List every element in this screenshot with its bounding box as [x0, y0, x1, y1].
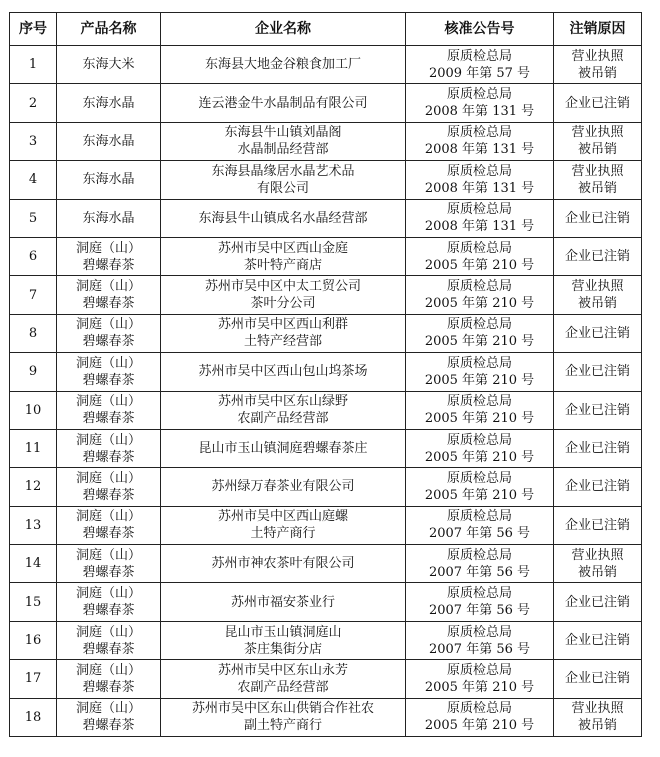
table-row: [10, 46, 642, 84]
table-body: [10, 46, 642, 737]
cell-product: [57, 621, 161, 659]
cell-enterprise: [161, 314, 406, 352]
cell-enterprise: [161, 468, 406, 506]
table-header-row: [10, 13, 642, 46]
cell-product: [57, 506, 161, 544]
cell-announcement: [406, 621, 554, 659]
cell-announcement: [406, 84, 554, 122]
cell-reason: [554, 660, 642, 698]
cell-reason: [554, 429, 642, 467]
cell-announcement: [406, 314, 554, 352]
cell-no-text: 4: [28, 172, 38, 188]
cell-enterprise: [161, 276, 406, 314]
cell-announcement: [406, 276, 554, 314]
cell-product: [57, 161, 161, 199]
cell-no-text: 11: [24, 441, 42, 457]
cell-no: [10, 314, 57, 352]
cell-no-text: 6: [28, 249, 38, 265]
cell-product: [57, 314, 161, 352]
cell-enterprise: [161, 698, 406, 736]
cell-announcement-text: 原质检总局 2008 年第 131 号: [424, 202, 535, 235]
cell-product: [57, 199, 161, 237]
cell-enterprise: [161, 621, 406, 659]
table-row: [10, 161, 642, 199]
cell-no-text: 17: [24, 671, 42, 687]
cell-reason: [554, 199, 642, 237]
table-row: [10, 122, 642, 160]
cell-no: [10, 660, 57, 698]
cell-announcement: [406, 545, 554, 583]
cell-announcement: [406, 237, 554, 275]
cell-reason-text: 营业执照 被吊销: [571, 279, 624, 312]
table-row: [10, 391, 642, 429]
cell-no: [10, 506, 57, 544]
cell-announcement: [406, 698, 554, 736]
cell-announcement: [406, 429, 554, 467]
cell-reason-text: 企业已注销: [564, 517, 630, 533]
cell-enterprise-text: 东海县牛山镇刘晶阁 水晶制品经营部: [224, 125, 342, 158]
cell-enterprise-text: 苏州市吴中区东山供销合作社农 副土特产商行: [191, 701, 374, 734]
cell-no: [10, 161, 57, 199]
cell-enterprise: [161, 46, 406, 84]
cell-reason: [554, 237, 642, 275]
cell-enterprise: [161, 353, 406, 391]
cell-no: [10, 621, 57, 659]
cell-no: [10, 545, 57, 583]
cell-enterprise-text: 苏州市吴中区东山永芳 农副产品经营部: [217, 662, 348, 695]
table-row: [10, 84, 642, 122]
cell-announcement: [406, 122, 554, 160]
cell-reason: [554, 506, 642, 544]
cell-enterprise-text: 苏州市吴中区中太工贸公司 茶叶分公司: [204, 279, 361, 312]
header-enterprise: 企业名称: [161, 13, 406, 46]
cell-reason-text: 营业执照 被吊销: [571, 701, 624, 734]
cell-enterprise: [161, 237, 406, 275]
cell-no: [10, 583, 57, 621]
cell-no-text: 12: [24, 479, 42, 495]
cell-announcement-text: 原质检总局 2008 年第 131 号: [424, 125, 535, 158]
cell-product-text: 洞庭（山） 碧螺春茶: [75, 701, 141, 734]
table-row: [10, 468, 642, 506]
cell-product-text: 洞庭（山） 碧螺春茶: [75, 394, 141, 427]
cell-no: [10, 46, 57, 84]
cell-product-text: 东海大米: [82, 57, 135, 73]
table-row: [10, 237, 642, 275]
cell-no: [10, 468, 57, 506]
cell-announcement: [406, 506, 554, 544]
header-product: 产品名称: [57, 13, 161, 46]
table-row: [10, 621, 642, 659]
cell-announcement-text: 原质检总局 2005 年第 210 号: [424, 394, 535, 427]
cell-reason: [554, 314, 642, 352]
cell-announcement-text: 原质检总局 2007 年第 56 号: [428, 509, 531, 542]
cell-reason-text: 企业已注销: [564, 402, 630, 418]
cell-product-text: 洞庭（山） 碧螺春茶: [75, 586, 141, 619]
table-row: [10, 199, 642, 237]
cell-product-text: 洞庭（山） 碧螺春茶: [75, 662, 141, 695]
cell-no-text: 2: [28, 95, 38, 111]
cell-reason-text: 企业已注销: [564, 441, 630, 457]
cell-no-text: 13: [24, 517, 42, 533]
cell-announcement: [406, 583, 554, 621]
cell-product-text: 洞庭（山） 碧螺春茶: [75, 317, 141, 350]
cell-no-text: 16: [24, 633, 42, 649]
cell-enterprise-text: 苏州市吴中区西山金庭 茶叶特产商店: [217, 240, 348, 273]
cell-no-text: 14: [24, 556, 42, 572]
cell-announcement-text: 原质检总局 2005 年第 210 号: [424, 317, 535, 350]
cell-announcement-text: 原质检总局 2005 年第 210 号: [424, 432, 535, 465]
cell-enterprise: [161, 161, 406, 199]
cell-reason-text: 企业已注销: [564, 594, 630, 610]
cell-reason-text: 企业已注销: [564, 479, 630, 495]
cell-no: [10, 391, 57, 429]
cell-product-text: 洞庭（山） 碧螺春茶: [75, 432, 141, 465]
cell-no: [10, 429, 57, 467]
cell-enterprise: [161, 199, 406, 237]
cell-reason-text: 营业执照 被吊销: [571, 48, 624, 81]
cell-product-text: 洞庭（山） 碧螺春茶: [75, 470, 141, 503]
header-reason: 注销原因: [554, 13, 642, 46]
cell-enterprise: [161, 583, 406, 621]
cell-announcement-text: 原质检总局 2005 年第 210 号: [424, 240, 535, 273]
cell-reason: [554, 545, 642, 583]
cell-enterprise-text: 苏州绿万春茶业有限公司: [211, 479, 355, 495]
cell-announcement-text: 原质检总局 2005 年第 210 号: [424, 279, 535, 312]
cell-reason-text: 企业已注销: [564, 95, 630, 111]
header-no: 序号: [10, 13, 57, 46]
cell-no-text: 10: [24, 402, 42, 418]
cell-enterprise-text: 苏州市吴中区西山利群 土特产经营部: [217, 317, 348, 350]
cell-enterprise-text: 昆山市玉山镇洞庭碧螺春茶庄: [198, 441, 368, 457]
cell-reason: [554, 621, 642, 659]
cell-enterprise-text: 东海县大地金谷粮食加工厂: [204, 57, 361, 73]
cell-announcement-text: 原质检总局 2005 年第 210 号: [424, 355, 535, 388]
cell-reason: [554, 161, 642, 199]
cell-enterprise: [161, 391, 406, 429]
cell-enterprise: [161, 660, 406, 698]
cell-enterprise-text: 苏州市吴中区东山绿野 农副产品经营部: [217, 394, 348, 427]
cell-reason-text: 企业已注销: [564, 633, 630, 649]
cell-enterprise-text: 东海县晶缘居水晶艺术品 有限公司: [211, 163, 355, 196]
table-row: [10, 429, 642, 467]
cell-reason: [554, 698, 642, 736]
cell-announcement-text: 原质检总局 2005 年第 210 号: [424, 662, 535, 695]
table-row: [10, 353, 642, 391]
cell-announcement-text: 原质检总局 2008 年第 131 号: [424, 163, 535, 196]
cell-product: [57, 122, 161, 160]
cell-announcement-text: 原质检总局 2009 年第 57 号: [428, 48, 531, 81]
cell-no: [10, 199, 57, 237]
cell-product-text: 东海水晶: [82, 95, 135, 111]
cell-product: [57, 698, 161, 736]
cell-announcement: [406, 199, 554, 237]
table-row: [10, 545, 642, 583]
cell-announcement: [406, 391, 554, 429]
cell-product-text: 洞庭（山） 碧螺春茶: [75, 279, 141, 312]
cell-enterprise-text: 连云港金牛水晶制品有限公司: [198, 95, 368, 111]
cell-announcement: [406, 46, 554, 84]
cell-no: [10, 84, 57, 122]
table-row: [10, 660, 642, 698]
cell-reason-text: 营业执照 被吊销: [571, 547, 624, 580]
cell-reason: [554, 353, 642, 391]
cell-product: [57, 46, 161, 84]
cell-enterprise-text: 苏州市吴中区西山庭螺 土特产商行: [217, 509, 348, 542]
cell-reason-text: 企业已注销: [564, 364, 630, 380]
cell-enterprise: [161, 506, 406, 544]
cell-announcement-text: 原质检总局 2008 年第 131 号: [424, 87, 535, 120]
cell-no-text: 5: [28, 210, 38, 226]
cell-reason: [554, 46, 642, 84]
cell-no: [10, 122, 57, 160]
revocation-table: [9, 12, 642, 737]
cell-product: [57, 353, 161, 391]
cell-enterprise-text: 昆山市玉山镇洞庭山 茶庄集街分店: [224, 624, 342, 657]
cell-product: [57, 545, 161, 583]
cell-product-text: 洞庭（山） 碧螺春茶: [75, 355, 141, 388]
cell-product-text: 洞庭（山） 碧螺春茶: [75, 547, 141, 580]
cell-no-text: 1: [28, 57, 38, 73]
cell-no: [10, 353, 57, 391]
cell-announcement-text: 原质检总局 2007 年第 56 号: [428, 624, 531, 657]
cell-reason: [554, 583, 642, 621]
cell-product-text: 东海水晶: [82, 172, 135, 188]
cell-reason-text: 企业已注销: [564, 671, 630, 687]
cell-no-text: 7: [28, 287, 38, 303]
cell-no: [10, 237, 57, 275]
cell-reason: [554, 468, 642, 506]
cell-reason-text: 营业执照 被吊销: [571, 125, 624, 158]
table-row: [10, 276, 642, 314]
cell-enterprise: [161, 122, 406, 160]
cell-enterprise-text: 苏州市福安茶业行: [230, 594, 335, 610]
cell-enterprise-text: 苏州市神农茶叶有限公司: [211, 556, 355, 572]
cell-product: [57, 429, 161, 467]
cell-reason: [554, 122, 642, 160]
cell-reason: [554, 391, 642, 429]
cell-reason-text: 企业已注销: [564, 210, 630, 226]
table-row: [10, 583, 642, 621]
cell-reason-text: 企业已注销: [564, 325, 630, 341]
cell-no-text: 18: [24, 709, 42, 725]
cell-product: [57, 391, 161, 429]
cell-product-text: 洞庭（山） 碧螺春茶: [75, 240, 141, 273]
cell-announcement: [406, 353, 554, 391]
cell-enterprise: [161, 84, 406, 122]
cell-announcement-text: 原质检总局 2005 年第 210 号: [424, 701, 535, 734]
cell-product-text: 东海水晶: [82, 210, 135, 226]
cell-reason-text: 营业执照 被吊销: [571, 163, 624, 196]
cell-product: [57, 84, 161, 122]
cell-announcement: [406, 660, 554, 698]
cell-announcement-text: 原质检总局 2005 年第 210 号: [424, 470, 535, 503]
cell-product-text: 洞庭（山） 碧螺春茶: [75, 624, 141, 657]
cell-no: [10, 698, 57, 736]
table-row: [10, 314, 642, 352]
cell-enterprise-text: 东海县牛山镇成名水晶经营部: [198, 210, 368, 226]
cell-enterprise: [161, 429, 406, 467]
cell-no: [10, 276, 57, 314]
cell-enterprise: [161, 545, 406, 583]
cell-no-text: 15: [24, 594, 42, 610]
cell-reason: [554, 84, 642, 122]
table-row: [10, 698, 642, 736]
cell-reason-text: 企业已注销: [564, 249, 630, 265]
cell-announcement-text: 原质检总局 2007 年第 56 号: [428, 586, 531, 619]
cell-no-text: 8: [28, 325, 38, 341]
header-announcement: 核准公告号: [406, 13, 554, 46]
cell-product: [57, 660, 161, 698]
cell-product-text: 洞庭（山） 碧螺春茶: [75, 509, 141, 542]
table-row: [10, 506, 642, 544]
cell-no-text: 3: [28, 133, 38, 149]
cell-announcement-text: 原质检总局 2007 年第 56 号: [428, 547, 531, 580]
cell-announcement: [406, 161, 554, 199]
cell-no-text: 9: [28, 364, 38, 380]
cell-product: [57, 276, 161, 314]
cell-enterprise-text: 苏州市吴中区西山包山坞茶场: [198, 364, 368, 380]
cell-product: [57, 583, 161, 621]
cell-product: [57, 468, 161, 506]
cell-reason: [554, 276, 642, 314]
cell-product: [57, 237, 161, 275]
cell-product-text: 东海水晶: [82, 133, 135, 149]
cell-announcement: [406, 468, 554, 506]
